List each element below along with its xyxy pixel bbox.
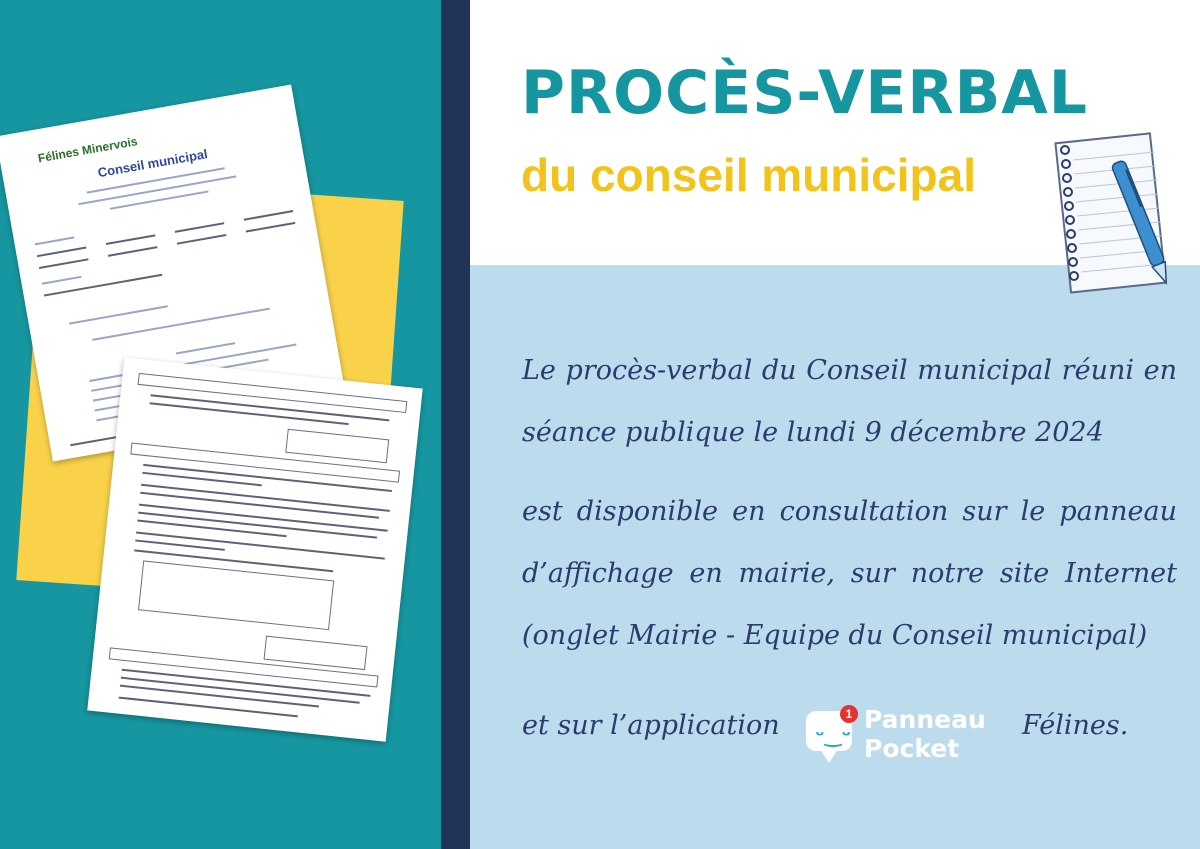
- paragraph-2: est disponible en consultation sur le panneau d’affichage en mairie, sur notre site Internet (onglet Mairie - Equipe du Conseil municipal): [522, 496, 1177, 651]
- paragraph-3-suffix: Félines.: [1022, 710, 1129, 741]
- document-heading: Conseil municipal: [96, 146, 209, 181]
- doc-text-line: [177, 234, 227, 245]
- doc-budget-table: [138, 560, 334, 630]
- doc-text-line: [37, 247, 87, 258]
- notebook-pen-icon: [1045, 128, 1175, 303]
- doc-text-line: [244, 210, 294, 221]
- doc-text-line: [44, 274, 163, 297]
- navy-stripe: [441, 0, 470, 849]
- doc-text-line: [175, 222, 225, 233]
- doc-text-line: [106, 234, 156, 245]
- doc-text-line: [246, 222, 296, 233]
- panneaupocket-logo: [806, 705, 1006, 771]
- panneaupocket-wordmark: Panneau Pocket: [864, 705, 986, 763]
- doc-text-line: [69, 305, 168, 324]
- doc-text-line: [92, 308, 270, 341]
- doc-vote-table: [285, 429, 389, 464]
- doc-text-line: [42, 276, 82, 285]
- doc-text-line: [35, 236, 75, 245]
- document-page-2: [87, 357, 422, 741]
- panneaupocket-logo-icon: ᵕ‿ᵕ: [806, 711, 852, 751]
- doc-text-line: [176, 342, 235, 354]
- page-subtitle: du conseil municipal: [521, 149, 976, 201]
- doc-text-line: [110, 190, 209, 209]
- paragraph-3-prefix: et sur l’application: [522, 710, 780, 741]
- document-logo: Félines Minervois: [36, 134, 139, 166]
- doc-text-line: [39, 258, 89, 269]
- notification-badge: 1: [840, 705, 858, 723]
- page-title: PROCÈS-VERBAL: [521, 58, 1088, 128]
- paragraph-1: Le procès-verbal du Conseil municipal réuni en séance publique le lundi 9 décembre 2024: [522, 355, 1177, 448]
- doc-text-line: [108, 246, 158, 257]
